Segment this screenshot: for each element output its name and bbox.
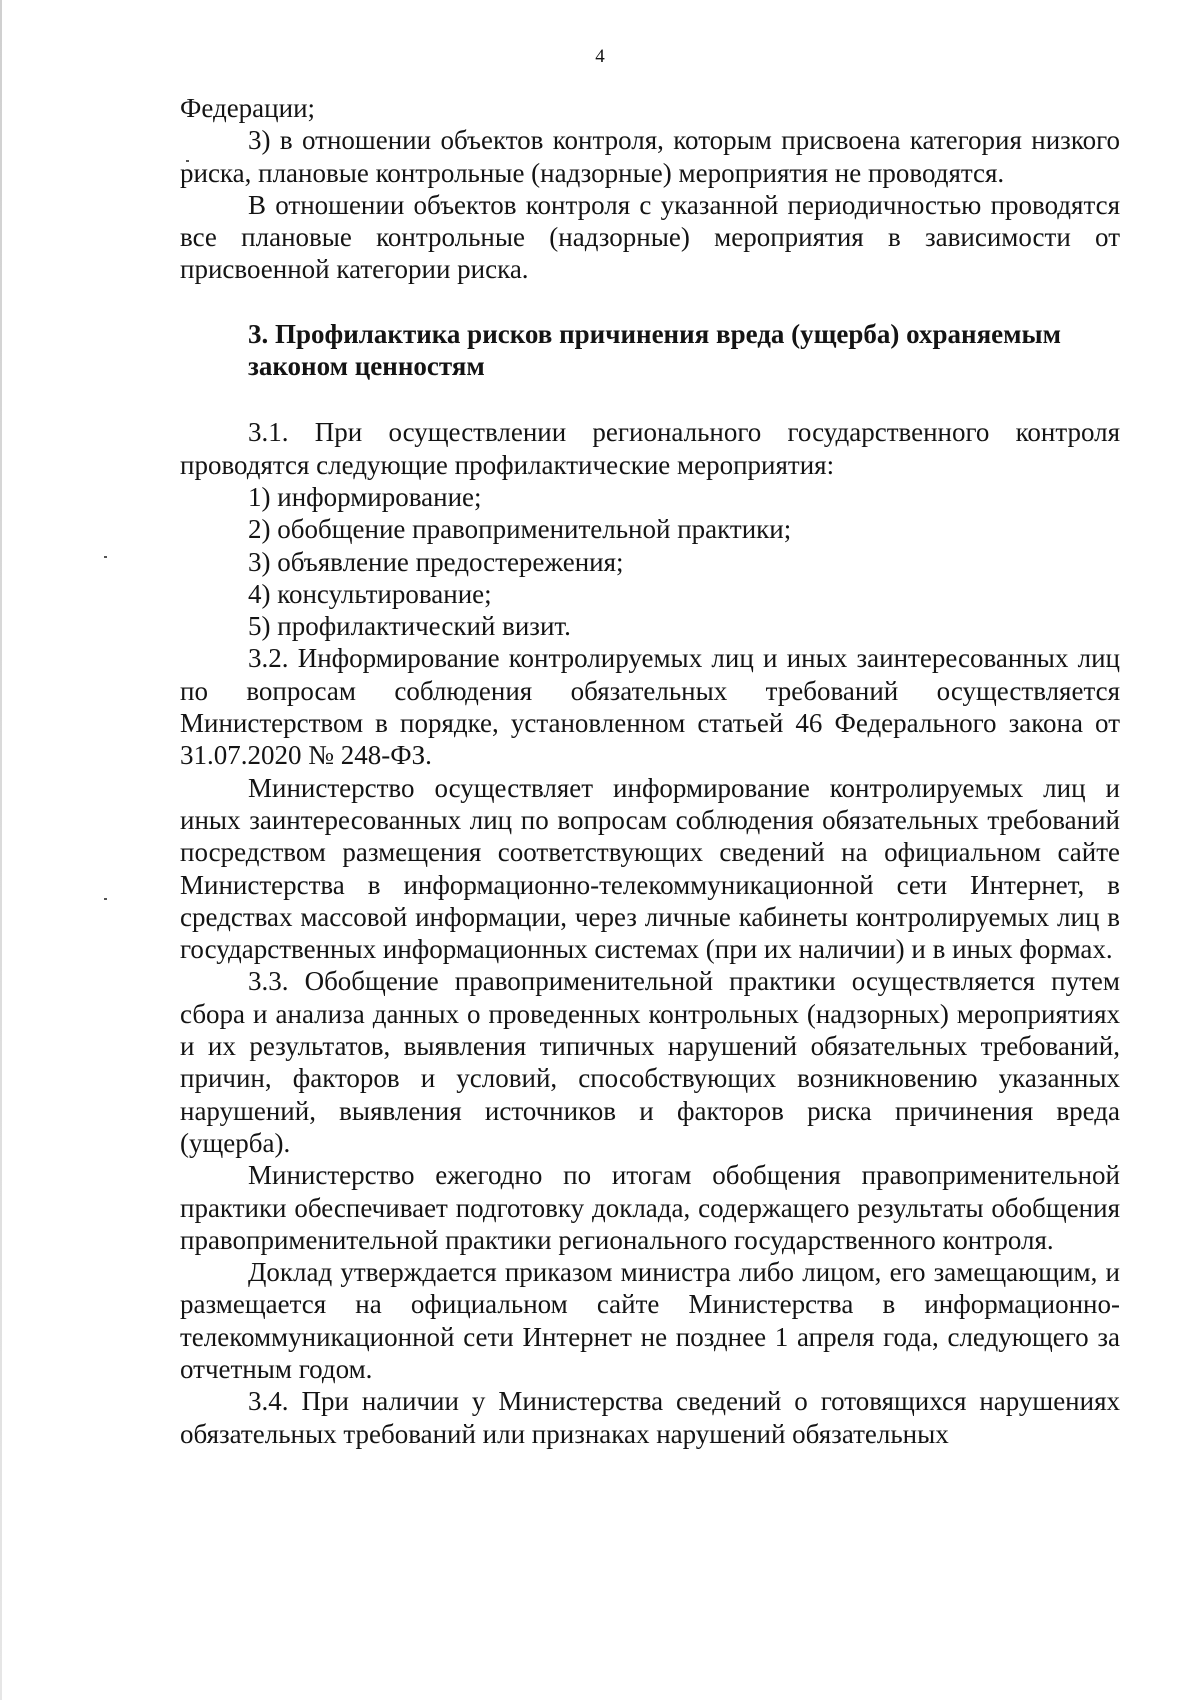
list-item: 5) профилактический визит. (248, 611, 571, 642)
paragraph: 3) в отношении объектов контроля, которым присвоена категория низкого риска, плановые контрольные (надзорные) мероприятия не проводятся. (180, 125, 1120, 188)
paragraph: Министерство осуществляет информирование контролируемых лиц и иных заинтересованных лиц по вопросам соблюдения обязательных требований посредством размещения соответствующих сведений на официальном сайте Министерства в информационно-телекоммуникационной сети Интернет, в средствах массовой информации, через личные кабинеты контролируемых лиц в государственных информационных системах (при их наличии) и в иных формах. (180, 772, 1120, 965)
scan-edge-line (0, 0, 2, 1700)
document-body (180, 92, 1120, 1450)
scan-dot (104, 898, 107, 900)
paragraph: Министерство ежегодно по итогам обобщения правоприменительной практики обеспечивает подготовку доклада, содержащего результаты обобщения правоприменительной практики регионального государственного контроля. (180, 1160, 1120, 1255)
list-item: 4) консультирование; (248, 578, 492, 609)
paragraph: 3.1. При осуществлении регионального государственного контроля проводятся следующие профилактические мероприятия: (180, 417, 1120, 480)
list-item: 1) информирование; (248, 481, 482, 512)
list-item: 3) объявление предостережения; (248, 546, 624, 577)
list-item: 2) обобщение правоприменительной практики; (248, 514, 792, 545)
paragraph: Доклад утверждается приказом министра либо лицом, его замещающим, и размещается на официальном сайте Министерства в информационно-телекоммуникационной сети Интернет не позднее 1 апреля года, следующего за отчетным годом. (180, 1257, 1120, 1384)
paragraph: 3.3. Обобщение правоприменительной практики осуществляется путем сбора и анализа данных о проведенных контрольных (надзорных) мероприятиях и их результатов, выявления типичных нарушений обязательных требований, причин, факторов и условий, способствующих возникновению указанных нарушений, выявления источников и факторов риска причинения вреда (ущерба). (180, 966, 1120, 1158)
scan-dot (104, 556, 107, 558)
paragraph: В отношении объектов контроля с указанной периодичностью проводятся все плановые контрольные (надзорные) мероприятия в зависимости от присвоенной категории риска. (180, 189, 1120, 285)
section-heading-line-2: законом ценностям (248, 351, 485, 382)
page-number: 4 (595, 46, 605, 67)
section-heading-line-1: 3. Профилактика рисков причинения вреда (ущерба) охраняемым (248, 318, 1062, 349)
paragraph: 3.2. Информирование контролируемых лиц и иных заинтересованных лиц по вопросам соблюдения обязательных требований осуществляется Министерством в порядке, установленном статьей 46 Федерального закона от 31.07.2020 № 248-ФЗ. (180, 643, 1120, 771)
paragraph: Федерации; (180, 93, 316, 123)
paragraph: 3.4. При наличии у Министерства сведений о готовящихся нарушениях обязательных требований или признаках нарушений обязательных (180, 1386, 1120, 1449)
